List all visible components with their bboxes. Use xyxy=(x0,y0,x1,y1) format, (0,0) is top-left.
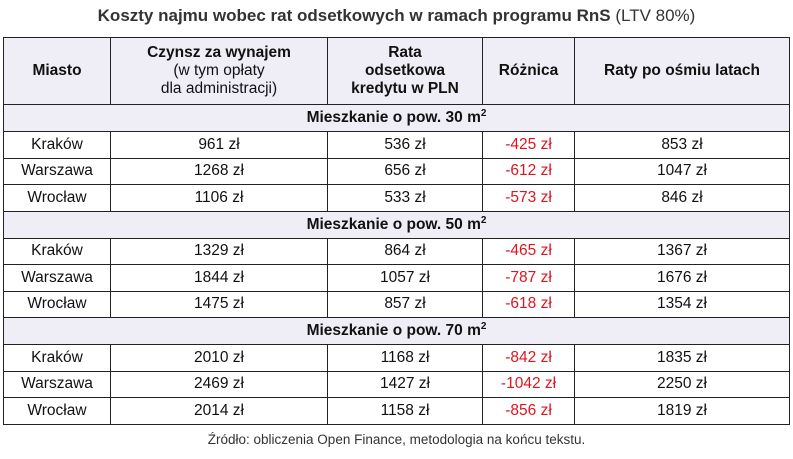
section-label-sup: 2 xyxy=(480,108,487,120)
header-rent-main: Czynsz za wynajem xyxy=(147,44,291,61)
cell-city: Kraków xyxy=(4,345,111,372)
cell-after8: 1354 zł xyxy=(575,291,790,318)
cell-after8: 1835 zł xyxy=(575,345,790,372)
table-row xyxy=(4,185,790,212)
title-bold: Koszty najmu wobec rat odsetkowych w ramach programu RnS xyxy=(97,6,611,25)
cell-city: Warszawa xyxy=(4,371,111,398)
header-rent-sub1: (w tym opłaty xyxy=(173,62,265,79)
cell-rent: 1475 zł xyxy=(111,291,328,318)
cell-rate: 1057 zł xyxy=(328,265,483,292)
cell-diff: -856 zł xyxy=(483,398,575,425)
header-rate xyxy=(328,38,483,105)
cell-diff: -425 zł xyxy=(483,132,575,159)
cell-city: Warszawa xyxy=(4,265,111,292)
cell-city: Kraków xyxy=(4,132,111,159)
cell-after8: 846 zł xyxy=(575,185,790,212)
cell-after8: 853 zł xyxy=(575,132,790,159)
cell-rent: 1844 zł xyxy=(111,265,328,292)
table-row xyxy=(4,158,790,185)
cell-diff: -842 zł xyxy=(483,345,575,372)
table-row xyxy=(4,291,790,318)
source-note: Źródło: obliczenia Open Finance, metodologia na końcu tekstu. xyxy=(207,432,586,447)
table-row xyxy=(4,238,790,265)
table-row xyxy=(4,371,790,398)
cell-diff: -612 zł xyxy=(483,158,575,185)
section-row xyxy=(4,211,790,238)
rent-vs-rates-table xyxy=(3,37,790,425)
cell-rate: 533 zł xyxy=(328,185,483,212)
section-label-sup: 2 xyxy=(480,214,487,226)
cell-city: Wrocław xyxy=(4,398,111,425)
section-row xyxy=(4,105,790,132)
cell-diff: -465 zł xyxy=(483,238,575,265)
table-row xyxy=(4,345,790,372)
cell-rent: 1106 zł xyxy=(111,185,328,212)
header-rent-sub2: dla administracji) xyxy=(160,80,278,97)
section-label-text: Mieszkanie o pow. 70 m xyxy=(306,322,481,340)
cell-after8: 1047 zł xyxy=(575,158,790,185)
cell-rate: 1168 zł xyxy=(328,345,483,372)
table-row xyxy=(4,265,790,292)
section-row xyxy=(4,318,790,345)
cell-diff: -573 zł xyxy=(483,185,575,212)
cell-diff: -618 zł xyxy=(483,291,575,318)
cell-after8: 1819 zł xyxy=(575,398,790,425)
cell-city: Wrocław xyxy=(4,185,111,212)
cell-rate: 864 zł xyxy=(328,238,483,265)
cell-diff: -1042 zł xyxy=(483,371,575,398)
cell-city: Wrocław xyxy=(4,291,111,318)
cell-rent: 2014 zł xyxy=(111,398,328,425)
header-after8: Raty po ośmiu latach xyxy=(575,38,790,105)
section-label xyxy=(4,211,790,238)
table-row xyxy=(4,132,790,159)
cell-rate: 1427 zł xyxy=(328,371,483,398)
table-title xyxy=(0,6,793,26)
cell-rent: 2469 zł xyxy=(111,371,328,398)
header-rate-2: odsetkowa xyxy=(364,62,446,79)
header-diff: Różnica xyxy=(483,38,575,105)
cell-rate: 857 zł xyxy=(328,291,483,318)
header-rate-3: kredytu w PLN xyxy=(351,80,459,97)
table-row xyxy=(4,398,790,425)
section-label-text: Mieszkanie o pow. 50 m xyxy=(306,216,481,234)
cell-city: Warszawa xyxy=(4,158,111,185)
cell-diff: -787 zł xyxy=(483,265,575,292)
cell-rate: 656 zł xyxy=(328,158,483,185)
title-ltv: (LTV 80%) xyxy=(615,6,696,25)
section-label-sup: 2 xyxy=(480,321,487,333)
header-rate-1: Rata xyxy=(388,44,422,61)
header-row xyxy=(4,38,790,105)
header-city: Miasto xyxy=(4,38,111,105)
cell-rent: 961 zł xyxy=(111,132,328,159)
cell-after8: 1367 zł xyxy=(575,238,790,265)
cell-city: Kraków xyxy=(4,238,111,265)
section-label xyxy=(4,105,790,132)
section-label xyxy=(4,318,790,345)
cell-after8: 2250 zł xyxy=(575,371,790,398)
cell-rent: 1329 zł xyxy=(111,238,328,265)
section-label-text: Mieszkanie o pow. 30 m xyxy=(306,109,481,127)
cell-rate: 536 zł xyxy=(328,132,483,159)
cell-rent: 2010 zł xyxy=(111,345,328,372)
cell-rent: 1268 zł xyxy=(111,158,328,185)
cell-after8: 1676 zł xyxy=(575,265,790,292)
header-rent xyxy=(111,38,328,105)
cell-rate: 1158 zł xyxy=(328,398,483,425)
